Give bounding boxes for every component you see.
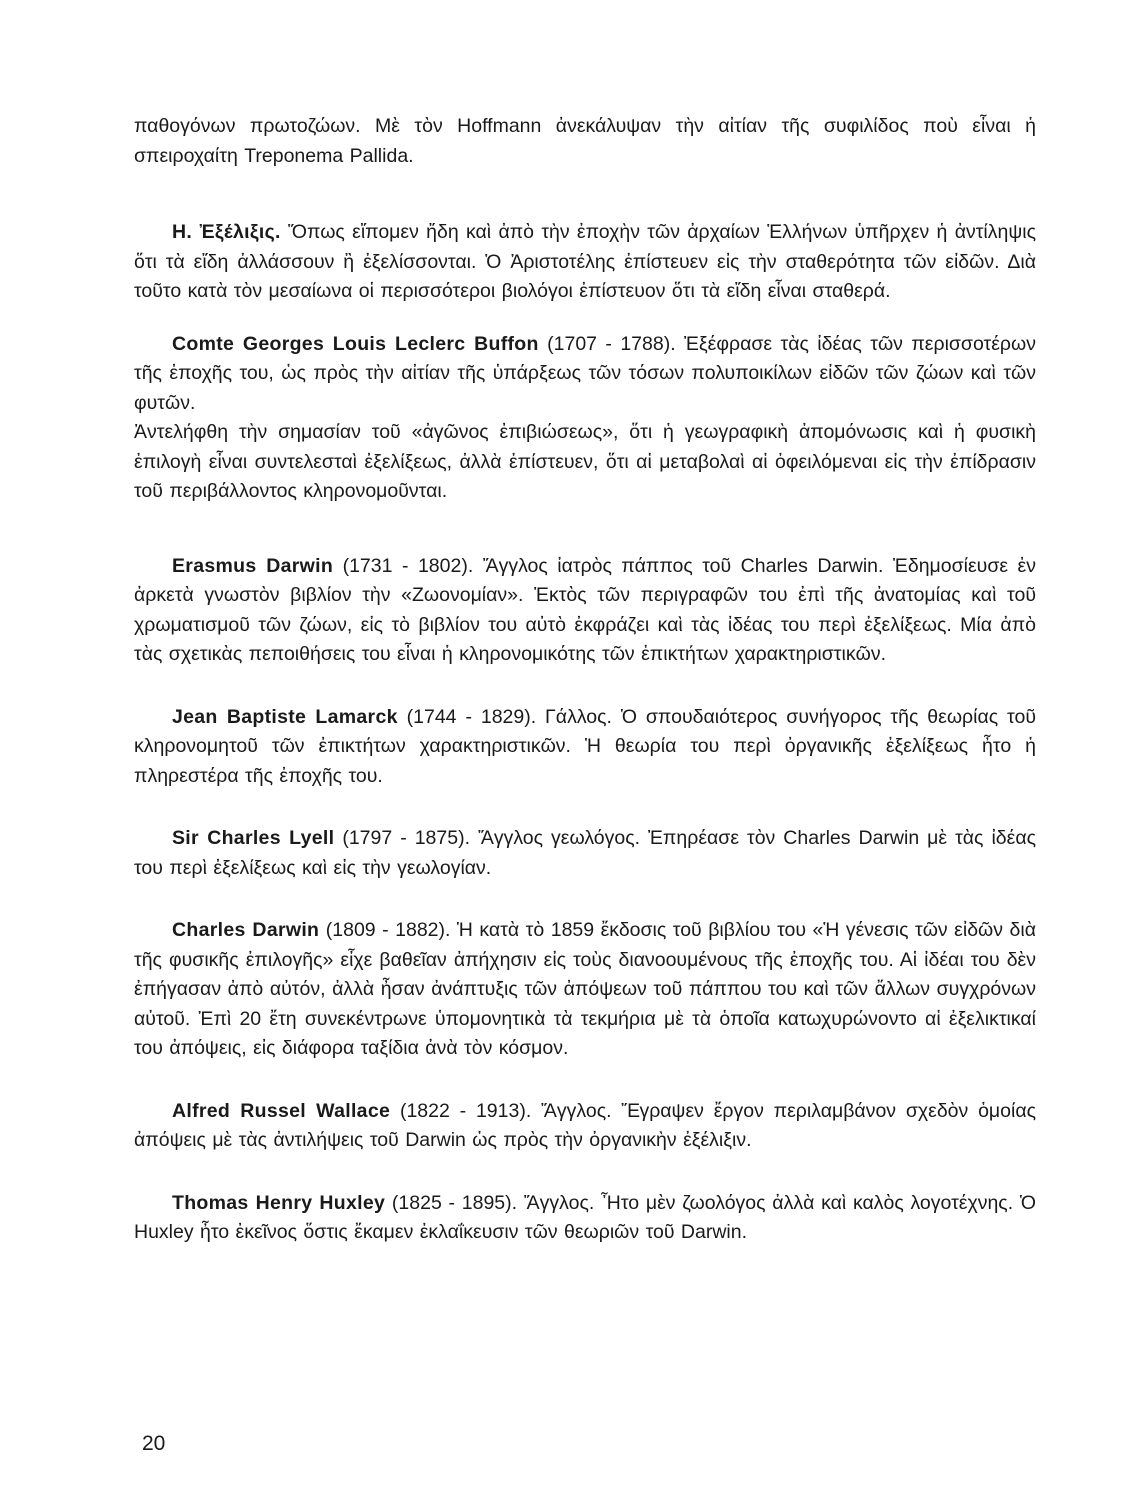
- page-content: [134, 112, 1036, 1248]
- lamarck-paragraph: [134, 703, 1036, 792]
- evolution-text: Ὅπως εἴπομεν ἤδη καὶ ἀπὸ τὴν ἐποχὴν τῶν ἀρχαίων Ἑλλήνων ὑπῆρχεν ἡ ἀντίληψις ὅτι τὰ εἴδη ἀλλάσσουν ἢ ἐξελίσσονται. Ὁ Ἀριστοτέλης ἐπίστευεν εἰς τὴν σταθερότητα τῶν εἰδῶν. Διὰ τοῦτο κατὰ τὸν μεσαίωνα οἱ περισσότεροι βιολόγοι ἐπίστευον ὅτι τὰ εἴδη εἶναι σταθερά.: [134, 221, 1036, 302]
- huxley-paragraph: [134, 1189, 1036, 1248]
- lamarck-name: Jean Baptiste Lamarck: [172, 705, 398, 728]
- wallace-text: (1822 - 1913). Ἄγγλος. Ἔγραψεν ἔργον περιλαμβάνον σχεδὸν ὁμοίας ἀπόψεις μὲ τὰς ἀντιλήψεις τοῦ Darwin ὡς πρὸς τὴν ὀργανικὴν ἐξέλιξιν.: [134, 1099, 1037, 1151]
- lamarck-text: (1744 - 1829). Γάλλος. Ὁ σπουδαιότερος συνήγορος τῆς θεωρίας τοῦ κληρονομητοῦ τῶν ἐπικτήτων χαρακτηριστικῶν. Ἡ θεωρία του περὶ ὀργανικῆς ἐξελίξεως ἦτο ἡ πληρεστέρα τῆς ἐποχῆς του.: [134, 705, 1036, 787]
- huxley-text: (1825 - 1895). Ἄγγλος. Ἦτο μὲν ζωολόγος ἀλλὰ καὶ καλὸς λογοτέχνης. Ὁ Huxley ἦτο ἐκεῖνος ὅστις ἔκαμεν ἐκλαΐκευσιν τῶν θεωριῶν τοῦ Darwin.: [134, 1191, 1036, 1243]
- erasmus-text: (1731 - 1802). Ἄγγλος ἰατρὸς πάππος τοῦ Charles Darwin. Ἐδημοσίευσε ἐν ἀρκετὰ γνωστὸν βιβλίον τὴν «Ζωονομίαν». Ἐκτὸς τῶν περιγραφῶν του ἐπὶ τῆς ἀνατομίας καὶ τοῦ χρωματισμοῦ τῶν ζώων, εἰς τὸ βιβλίον του αὐτὸ ἐκφράζει καὶ τὰς ἰδέας του περὶ ἐξελίξεως. Μία ἀπὸ τὰς σχετικὰς πεποιθήσεις του εἶναι ἡ κληρονομικότης τῶν ἐπικτήτων χαρακτηριστικῶν.: [134, 554, 1037, 665]
- evolution-paragraph: [134, 218, 1036, 307]
- darwin-paragraph: [134, 916, 1036, 1064]
- buffon-paragraph: [134, 330, 1036, 419]
- wallace-paragraph: [134, 1097, 1036, 1156]
- intro-text: παθογόνων πρωτοζώων. Μὲ τὸν Hoffmann ἀνεκάλυψαν τὴν αἰτίαν τῆς συφιλίδος ποὺ εἶναι ἡ σπειροχαίτη Treponema Pallida.: [134, 115, 1036, 167]
- darwin-text: (1809 - 1882). Ἡ κατὰ τὸ 1859 ἔκδοσις τοῦ βιβλίου του «Ἡ γένεσις τῶν εἰδῶν διὰ τῆς φυσικῆς ἐπιλογῆς» εἶχε βαθεῖαν ἀπήχησιν εἰς τοὺς διανοουμένους τῆς ἐποχῆς του. Αἱ ἰδέαι του δὲν ἐπήγασαν ἀπὸ αὐτόν, ἀλλὰ ἦσαν ἀνάπτυξις τῶν ἀπόψεων τοῦ πάππου του καὶ τῶν ἄλλων συγχρόνων αὐτοῦ. Ἐπὶ 20 ἔτη συνεκέντρωνε ὑπομονητικὰ τὰ τεκμήρια μὲ τὰ ὁποῖα κατωχυρώνοντο αἱ ἐξελικτικαί του ἀπόψεις, εἰς διάφορα ταξίδια ἀνὰ τὸν κόσμον.: [134, 919, 1036, 1059]
- lyell-name: Sir Charles Lyell: [172, 827, 335, 849]
- lyell-paragraph: [134, 824, 1036, 883]
- huxley-name: Thomas Henry Huxley: [172, 1191, 386, 1214]
- lyell-text: (1797 - 1875). Ἄγγλος γεωλόγος. Ἐπηρέασε τὸν Charles Darwin μὲ τὰς ἰδέας του περὶ ἐξελίξεως καὶ εἰς τὴν γεωλογίαν.: [134, 827, 1036, 879]
- buffon-text: (1707 - 1788). Ἐξέφρασε τὰς ἰδέας τῶν περισσοτέρων τῆς ἐποχῆς του, ὡς πρὸς τὴν αἰτίαν τῆς ὑπάρξεως τῶν τόσων πολυποικίλων εἰδῶν τῶν ζώων καὶ τῶν φυτῶν.: [134, 332, 1037, 414]
- wallace-name: Alfred Russel Wallace: [172, 1099, 391, 1122]
- section-heading: Η. Ἐξέλιξις.: [172, 221, 281, 243]
- page-number: 20: [142, 1432, 166, 1455]
- erasmus-name: Erasmus Darwin: [172, 554, 334, 577]
- darwin-name: Charles Darwin: [172, 919, 320, 941]
- buffon-name: Comte Georges Louis Leclerc Buffon: [172, 332, 539, 355]
- buffon-text-2: Ἀντελήφθη τὴν σημασίαν τοῦ «ἀγῶνος ἐπιβιώσεως», ὅτι ἡ γεωγραφικὴ ἀπομόνωσις καὶ ἡ φυσικὴ ἐπιλογὴ εἶναι συντελεσταὶ ἐξελίξεως, ἀλλὰ ἐπίστευεν, ὅτι αἱ μεταβολαὶ αἱ ὀφειλόμεναι εἰς τὴν ἐπίδρασιν τοῦ περιβάλλοντος κληρονομοῦνται.: [134, 421, 1036, 502]
- intro-paragraph: [134, 112, 1036, 171]
- buffon-paragraph-2: [134, 418, 1036, 507]
- erasmus-paragraph: [134, 552, 1036, 670]
